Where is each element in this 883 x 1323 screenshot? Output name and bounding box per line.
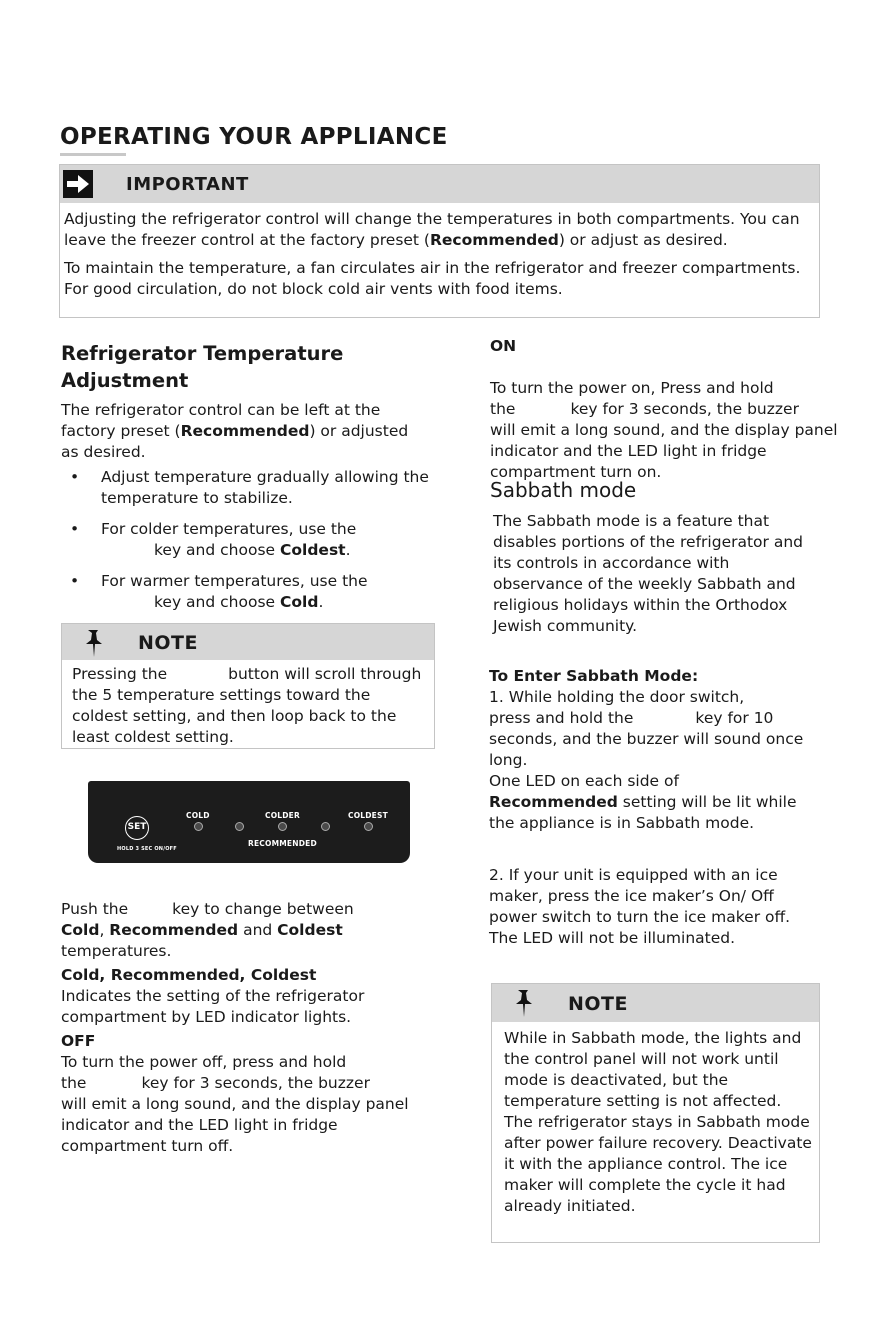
indicates-block: Cold, Recommended, Coldest Indicates the setting of the refrigerator compartment by LED indicator lights. [61,966,365,1026]
recommended-label: RECOMMENDED [248,839,317,848]
list-item: • For warmer temperatures, use the key and choose Cold. [70,572,368,611]
push-key-text: Push the key to change between Cold, Recommended and Coldest temperatures. [61,900,354,960]
pushpin-icon [512,988,536,1018]
note-body: While in Sabbath mode, the lights and the control panel will not work until mode is deactivated, but the temperature setting is not affected. The refrigerator stays in Sabbath mode after power failure recovery. Deactivate it with the appliance control. The ice maker will complete the cycle it had already initiated. [504,1029,812,1215]
arrow-right-icon [63,170,93,198]
led-indicator [194,822,203,831]
off-block: OFF To turn the power off, press and hold the key for 3 seconds, the buzzer will emit a long sound, and the display panel indicator and the LED light in fridge compartment turn off. [61,1032,409,1155]
led-indicator [278,822,287,831]
cold-label: COLD [186,811,210,820]
note-header [492,984,819,1022]
note-body: Pressing the button will scroll through the 5 temperature settings toward the coldest setting, and then loop back to the least coldest setting. [72,665,422,746]
led-indicator [235,822,244,831]
important-paragraph-1: Adjusting the refrigerator control will change the temperatures in both compartments. You can leave the freezer control at the factory preset (Recommended) or adjust as desired. [64,210,800,249]
refrigerator-adjust-heading-wrap [61,340,361,394]
adjust-bullet-list [61,467,436,623]
on-block: ON To turn the power on, Press and hold the key for 3 seconds, the buzzer will emit a long sound, and the display panel indicator and the LED light in fridge compartment turn on. [490,337,838,481]
important-box [59,164,820,318]
sabbath-heading: Sabbath mode [490,478,637,502]
control-panel-illustration [88,781,410,863]
note-header [62,624,434,660]
note-title: NOTE [138,632,198,654]
important-body [60,203,819,300]
hold-label: HOLD 3 SEC ON/OFF [117,846,177,852]
title-underline [60,153,126,156]
set-button: SET [125,816,149,840]
list-item: • Adjust temperature gradually allowing the temperature to stabilize. [70,468,429,507]
led-indicator [321,822,330,831]
note-box-right [491,983,820,1243]
important-title: IMPORTANT [126,174,249,195]
page-title: OPERATING YOUR APPLIANCE [60,124,448,150]
sabbath-step-2: 2. If your unit is equipped with an ice maker, press the ice maker’s On/ Off power switch to turn the ice maker off. The LED will not be illuminated. [489,866,791,947]
list-item: • For colder temperatures, use the key and choose Coldest. [70,520,357,559]
sabbath-enter-steps: To Enter Sabbath Mode: 1. While holding the door switch, press and hold the key for 10 seconds, and the buzzer will sound once long. One LED on each side of Recommended setting will be lit while the appliance is in Sabbath mode. [489,667,804,832]
note-box-left [61,623,435,749]
pushpin-icon [82,628,106,658]
led-indicator [364,822,373,831]
note-title: NOTE [568,993,628,1015]
sabbath-description: The Sabbath mode is a feature that disables portions of the refrigerator and its controls in accordance with observance of the weekly Sabbath and religious holidays within the Orthodox Jewish community. [493,512,803,635]
colder-label: COLDER [265,811,300,820]
coldest-label: COLDEST [348,811,388,820]
refrigerator-intro: The refrigerator control can be left at the factory preset (Recommended) or adjusted as desired. [61,401,409,461]
section-heading-refrigerator-adjustment: Refrigerator Temperature Adjustment [61,342,344,392]
important-header [60,165,819,203]
important-paragraph-2: To maintain the temperature, a fan circulates air in the refrigerator and freezer compartments. For good circulation, do not block cold air vents with food items. [64,259,801,298]
